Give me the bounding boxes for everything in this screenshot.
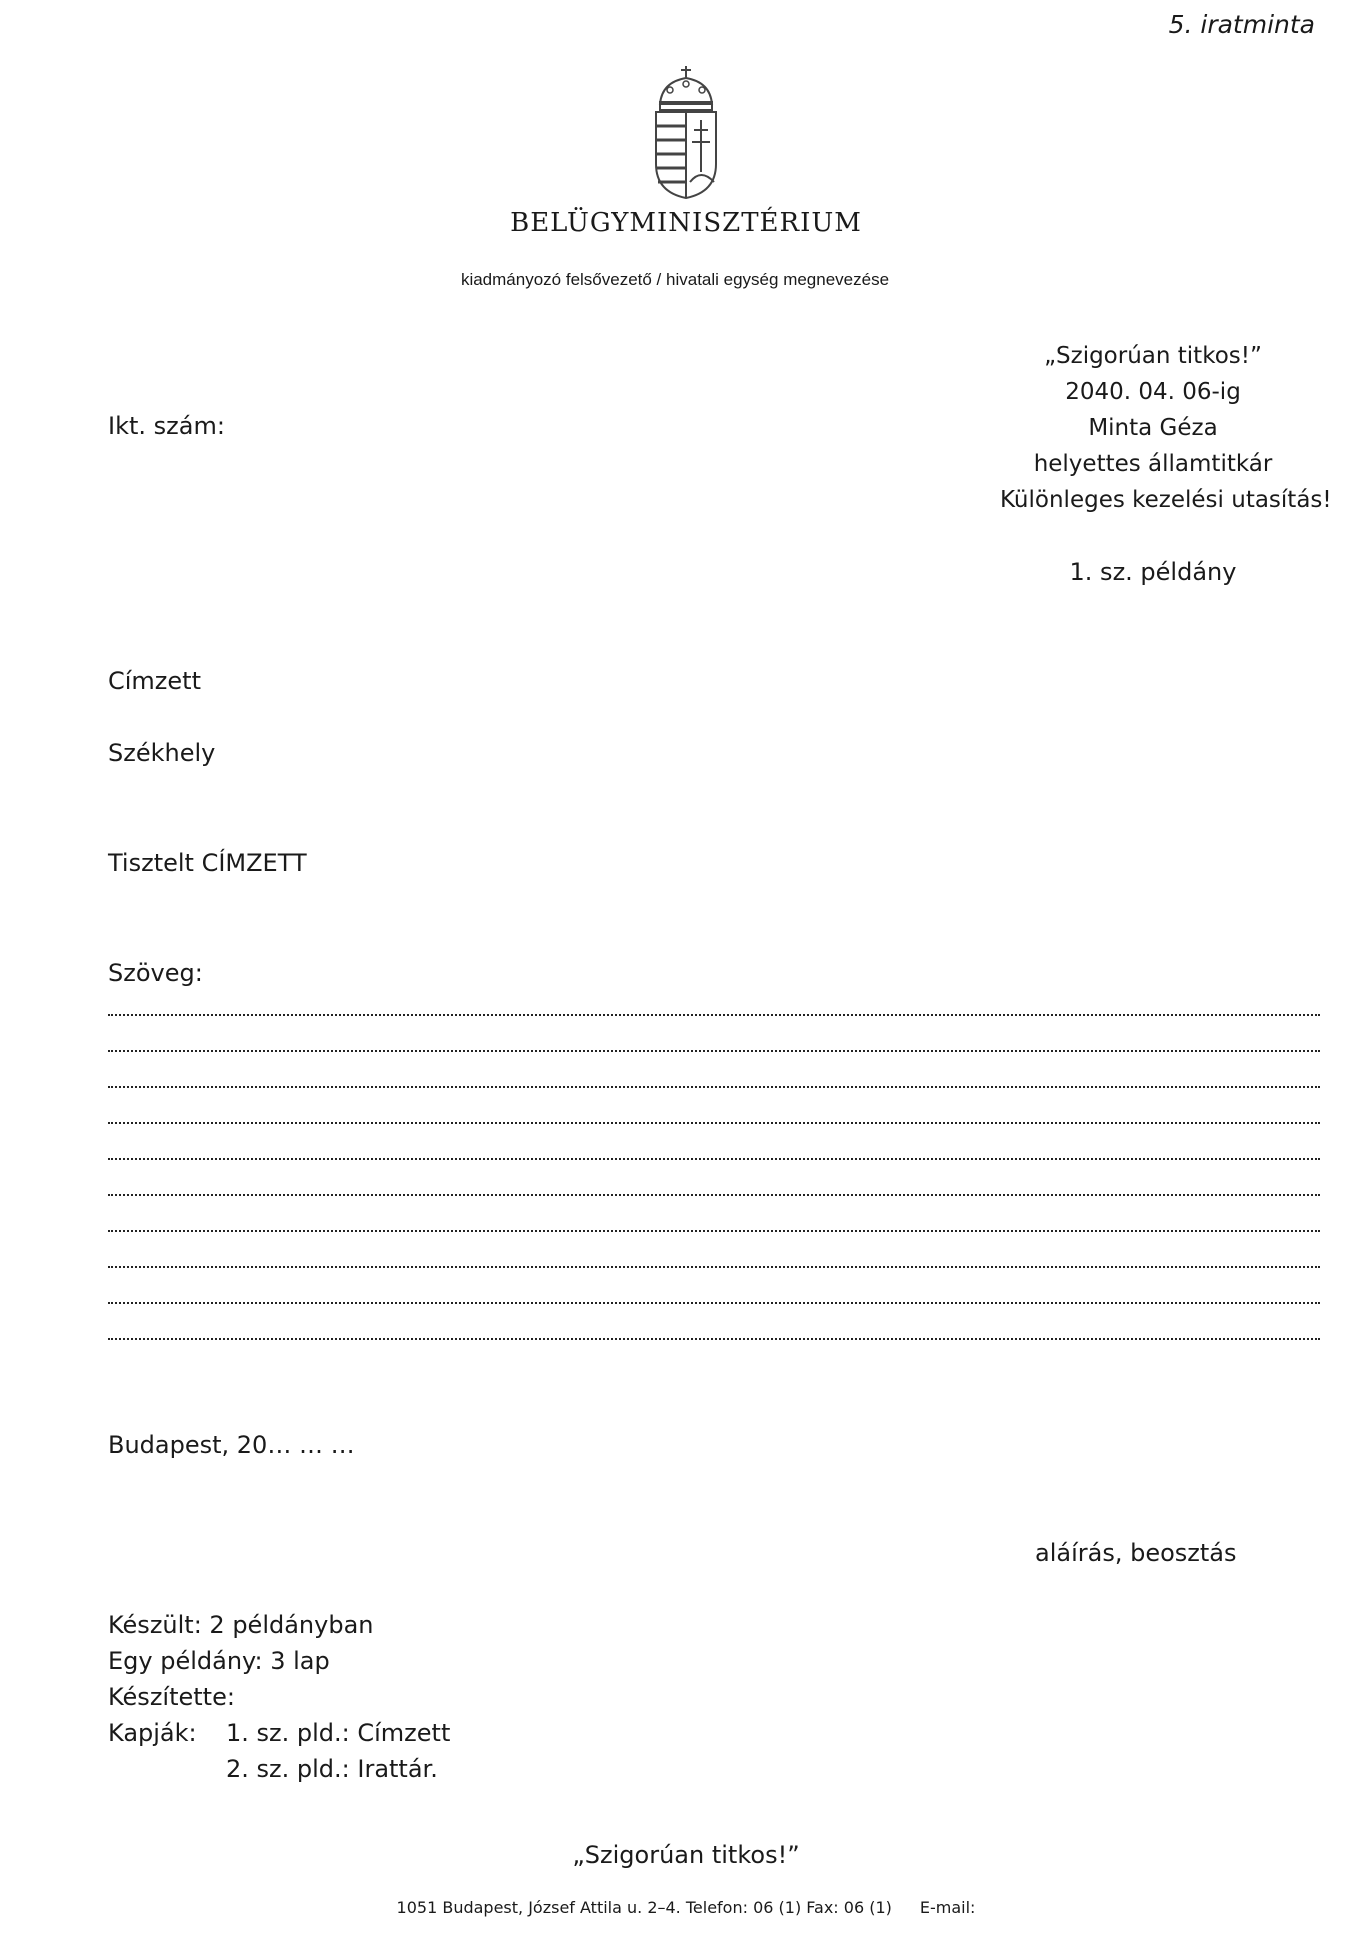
recipients-label: Kapják: (108, 1719, 197, 1747)
footer-email-label: E-mail: (919, 1898, 976, 1917)
salutation: Tisztelt CÍMZETT (108, 849, 307, 877)
body-dotted-line (108, 1256, 1320, 1268)
body-label: Szöveg: (108, 959, 203, 987)
date-line: Budapest, 20… … … (108, 1431, 355, 1459)
recipient-seat: Székhely (108, 739, 216, 767)
sample-label: 5. iratminta (1168, 10, 1315, 39)
handling-instruction: Különleges kezelési utasítás! (1000, 487, 1332, 513)
recipient-name: Címzett (108, 667, 201, 695)
body-dotted-line (108, 1004, 1320, 1016)
body-dotted-line (108, 1040, 1320, 1052)
pages-count: Egy példány: 3 lap (108, 1647, 330, 1675)
classification-level: „Szigorúan titkos!” (1044, 343, 1262, 369)
body-dotted-line (108, 1292, 1320, 1304)
signature-line: aláírás, beosztás (1035, 1539, 1237, 1567)
distribution-item: 2. sz. pld.: Irattár. (226, 1755, 438, 1783)
copy-number: 1. sz. példány (1069, 558, 1237, 586)
footer-address-text: 1051 Budapest, József Attila u. 2–4. Telefon: 06 (1) Fax: 06 (1) (396, 1898, 892, 1917)
footer-address (0, 1898, 1372, 1917)
distribution-item: 1. sz. pld.: Címzett (226, 1719, 451, 1747)
classifier-title: helyettes államtitkár (1033, 451, 1273, 477)
body-dotted-line (108, 1076, 1320, 1088)
body-dotted-line (108, 1184, 1320, 1196)
coat-of-arms-icon (652, 64, 720, 200)
footer-classification: „Szigorúan titkos!” (572, 1841, 800, 1869)
file-number-label: Ikt. szám: (108, 412, 225, 440)
ministry-name: BELÜGYMINISZTÉRIUM (510, 208, 862, 238)
body-dotted-line (108, 1148, 1320, 1160)
body-dotted-line (108, 1328, 1320, 1340)
classifier-name: Minta Géza (1088, 415, 1218, 441)
copies-count: Készült: 2 példányban (108, 1611, 374, 1639)
body-dotted-line (108, 1220, 1320, 1232)
body-dotted-line (108, 1112, 1320, 1124)
prepared-by: Készítette: (108, 1683, 235, 1711)
classification-validity: 2040. 04. 06-ig (1065, 379, 1241, 405)
classification-block (1000, 338, 1332, 518)
unit-name: kiadmányozó felsővezető / hivatali egység megnevezése (460, 270, 890, 289)
